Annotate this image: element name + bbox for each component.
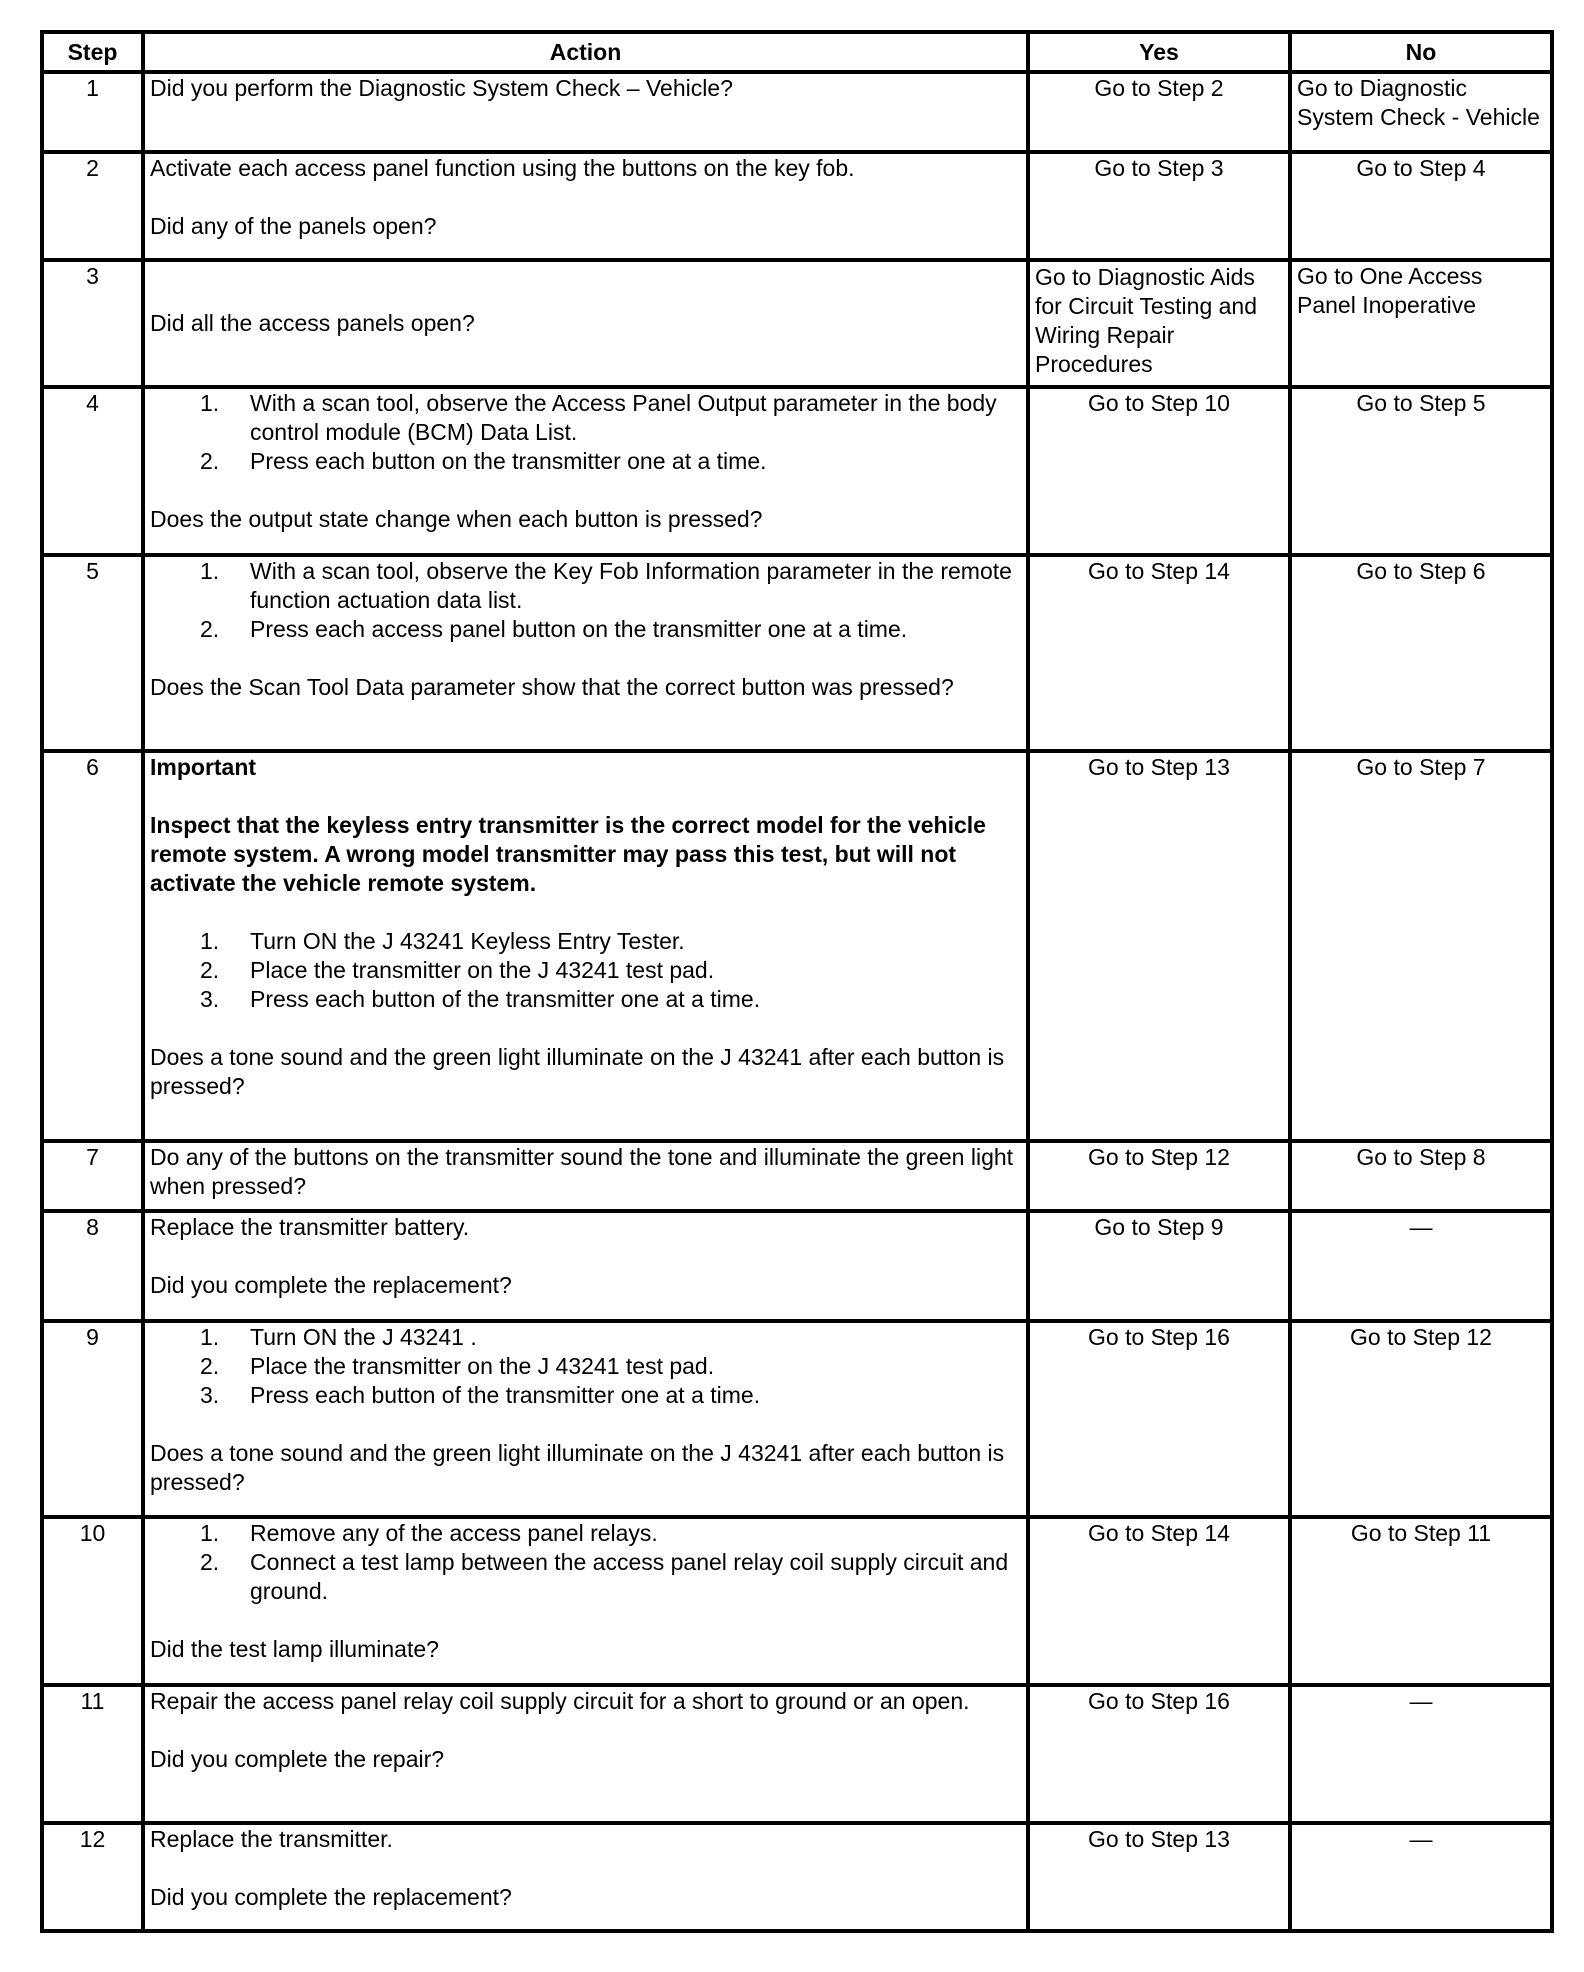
important-title: Important — [150, 754, 257, 780]
action-cell — [143, 387, 1028, 555]
no-cell: Go to Step 6 — [1290, 555, 1552, 751]
substep-item: 3. Press each button of the transmitter one at a time. — [200, 1382, 761, 1408]
yes-cell: Go to Step 13 — [1028, 1823, 1290, 1931]
action-cell — [143, 1685, 1028, 1823]
step-number: 6 — [42, 751, 143, 1141]
substep-item: 1. With a scan tool, observe the Access Panel Output parameter in the body control module (BCM) Data List. — [200, 390, 997, 445]
substep-item: 1. Remove any of the access panel relays. — [200, 1520, 658, 1546]
yes-cell: Go to Step 16 — [1028, 1685, 1290, 1823]
action-question: Did all the access panels open? — [150, 310, 475, 336]
substep-list — [150, 1519, 1021, 1606]
substep-item: 3. Press each button of the transmitter one at a time. — [200, 986, 761, 1012]
table-row — [42, 1321, 1552, 1517]
step-number: 3 — [42, 260, 143, 387]
step-number: 8 — [42, 1211, 143, 1321]
step-number: 2 — [42, 152, 143, 260]
important-note: Inspect that the keyless entry transmitter is the correct model for the vehicle remote system. A wrong model transmitter may pass this test, but will not activate the vehicle remote system. — [150, 812, 986, 896]
action-question: Does a tone sound and the green light illuminate on the J 43241 after each button is pressed? — [150, 1440, 1005, 1495]
action-cell — [143, 1141, 1028, 1211]
step-number: 4 — [42, 387, 143, 555]
substep-item: 1. With a scan tool, observe the Key Fob Information parameter in the remote function actuation data list. — [200, 558, 1012, 613]
yes-cell: Go to Step 16 — [1028, 1321, 1290, 1517]
table-row — [42, 1517, 1552, 1685]
yes-cell: Go to Step 14 — [1028, 555, 1290, 751]
substep-list — [150, 1323, 1021, 1410]
action-cell — [143, 1211, 1028, 1321]
table-row — [42, 555, 1552, 751]
table-row — [42, 152, 1552, 260]
substep-item: 2. Place the transmitter on the J 43241 test pad. — [200, 1353, 715, 1379]
action-question: Did any of the panels open? — [150, 213, 437, 239]
action-cell — [143, 1321, 1028, 1517]
no-cell: Go to One Access Panel Inoperative — [1290, 260, 1552, 387]
step-number: 5 — [42, 555, 143, 751]
action-question: Does the output state change when each button is pressed? — [150, 506, 763, 532]
yes-cell: Go to Step 10 — [1028, 387, 1290, 555]
yes-cell: Go to Step 2 — [1028, 72, 1290, 152]
no-cell: Go to Step 5 — [1290, 387, 1552, 555]
yes-cell: Go to Step 12 — [1028, 1141, 1290, 1211]
step-number: 9 — [42, 1321, 143, 1517]
no-cell: — — [1290, 1685, 1552, 1823]
action-cell — [143, 260, 1028, 387]
action-question: Did you complete the replacement? — [150, 1884, 512, 1910]
action-question: Does a tone sound and the green light illuminate on the J 43241 after each button is pressed? — [150, 1044, 1005, 1099]
step-number: 11 — [42, 1685, 143, 1823]
action-question: Do any of the buttons on the transmitter sound the tone and illuminate the green light when pressed? — [150, 1144, 1014, 1199]
action-cell — [143, 555, 1028, 751]
action-intro: Replace the transmitter battery. — [150, 1214, 470, 1240]
substep-item: 2. Press each button on the transmitter one at a time. — [200, 448, 767, 474]
yes-cell: Go to Step 14 — [1028, 1517, 1290, 1685]
table-row — [42, 387, 1552, 555]
substep-item: 1. Turn ON the J 43241 Keyless Entry Tester. — [200, 928, 685, 954]
no-cell: Go to Step 7 — [1290, 751, 1552, 1141]
table-row — [42, 1211, 1552, 1321]
action-question: Does the Scan Tool Data parameter show that the correct button was pressed? — [150, 674, 954, 700]
action-cell — [143, 751, 1028, 1141]
table-row — [42, 1685, 1552, 1823]
action-cell — [143, 152, 1028, 260]
action-intro: Activate each access panel function using the buttons on the key fob. — [150, 155, 855, 181]
yes-cell: Go to Step 9 — [1028, 1211, 1290, 1321]
no-cell: — — [1290, 1823, 1552, 1931]
header-step: Step — [42, 32, 143, 72]
header-action: Action — [143, 32, 1028, 72]
diagnostic-table — [40, 30, 1554, 1933]
yes-cell: Go to Diagnostic Aids for Circuit Testing and Wiring Repair Procedures — [1028, 260, 1290, 387]
step-number: 7 — [42, 1141, 143, 1211]
action-question: Did you complete the repair? — [150, 1746, 445, 1772]
substep-item: 2. Press each access panel button on the transmitter one at a time. — [200, 616, 908, 642]
table-row — [42, 1823, 1552, 1931]
substep-list — [150, 927, 1021, 1014]
step-number: 10 — [42, 1517, 143, 1685]
substep-list — [150, 389, 1021, 476]
step-number: 12 — [42, 1823, 143, 1931]
no-cell: Go to Step 8 — [1290, 1141, 1552, 1211]
yes-cell: Go to Step 3 — [1028, 152, 1290, 260]
table-row — [42, 72, 1552, 152]
table-row — [42, 751, 1552, 1141]
action-intro: Repair the access panel relay coil supply circuit for a short to ground or an open. — [150, 1688, 970, 1714]
no-cell: Go to Step 4 — [1290, 152, 1552, 260]
table-row — [42, 260, 1552, 387]
no-cell: — — [1290, 1211, 1552, 1321]
action-question: Did you complete the replacement? — [150, 1272, 512, 1298]
substep-item: 1. Turn ON the J 43241 . — [200, 1324, 477, 1350]
table-row — [42, 1141, 1552, 1211]
step-number: 1 — [42, 72, 143, 152]
substep-item: 2. Connect a test lamp between the access panel relay coil supply circuit and ground. — [200, 1549, 1009, 1604]
yes-cell: Go to Step 13 — [1028, 751, 1290, 1141]
header-yes: Yes — [1028, 32, 1290, 72]
header-no: No — [1290, 32, 1552, 72]
no-cell: Go to Step 11 — [1290, 1517, 1552, 1685]
action-cell — [143, 72, 1028, 152]
table-header-row — [42, 32, 1552, 72]
action-intro: Replace the transmitter. — [150, 1826, 393, 1852]
no-cell: Go to Step 12 — [1290, 1321, 1552, 1517]
action-cell — [143, 1823, 1028, 1931]
action-question: Did the test lamp illuminate? — [150, 1636, 439, 1662]
action-question: Did you perform the Diagnostic System Check – Vehicle? — [150, 75, 733, 101]
action-cell — [143, 1517, 1028, 1685]
substep-item: 2. Place the transmitter on the J 43241 test pad. — [200, 957, 715, 983]
substep-list — [150, 557, 1021, 644]
no-cell: Go to Diagnostic System Check - Vehicle — [1290, 72, 1552, 152]
